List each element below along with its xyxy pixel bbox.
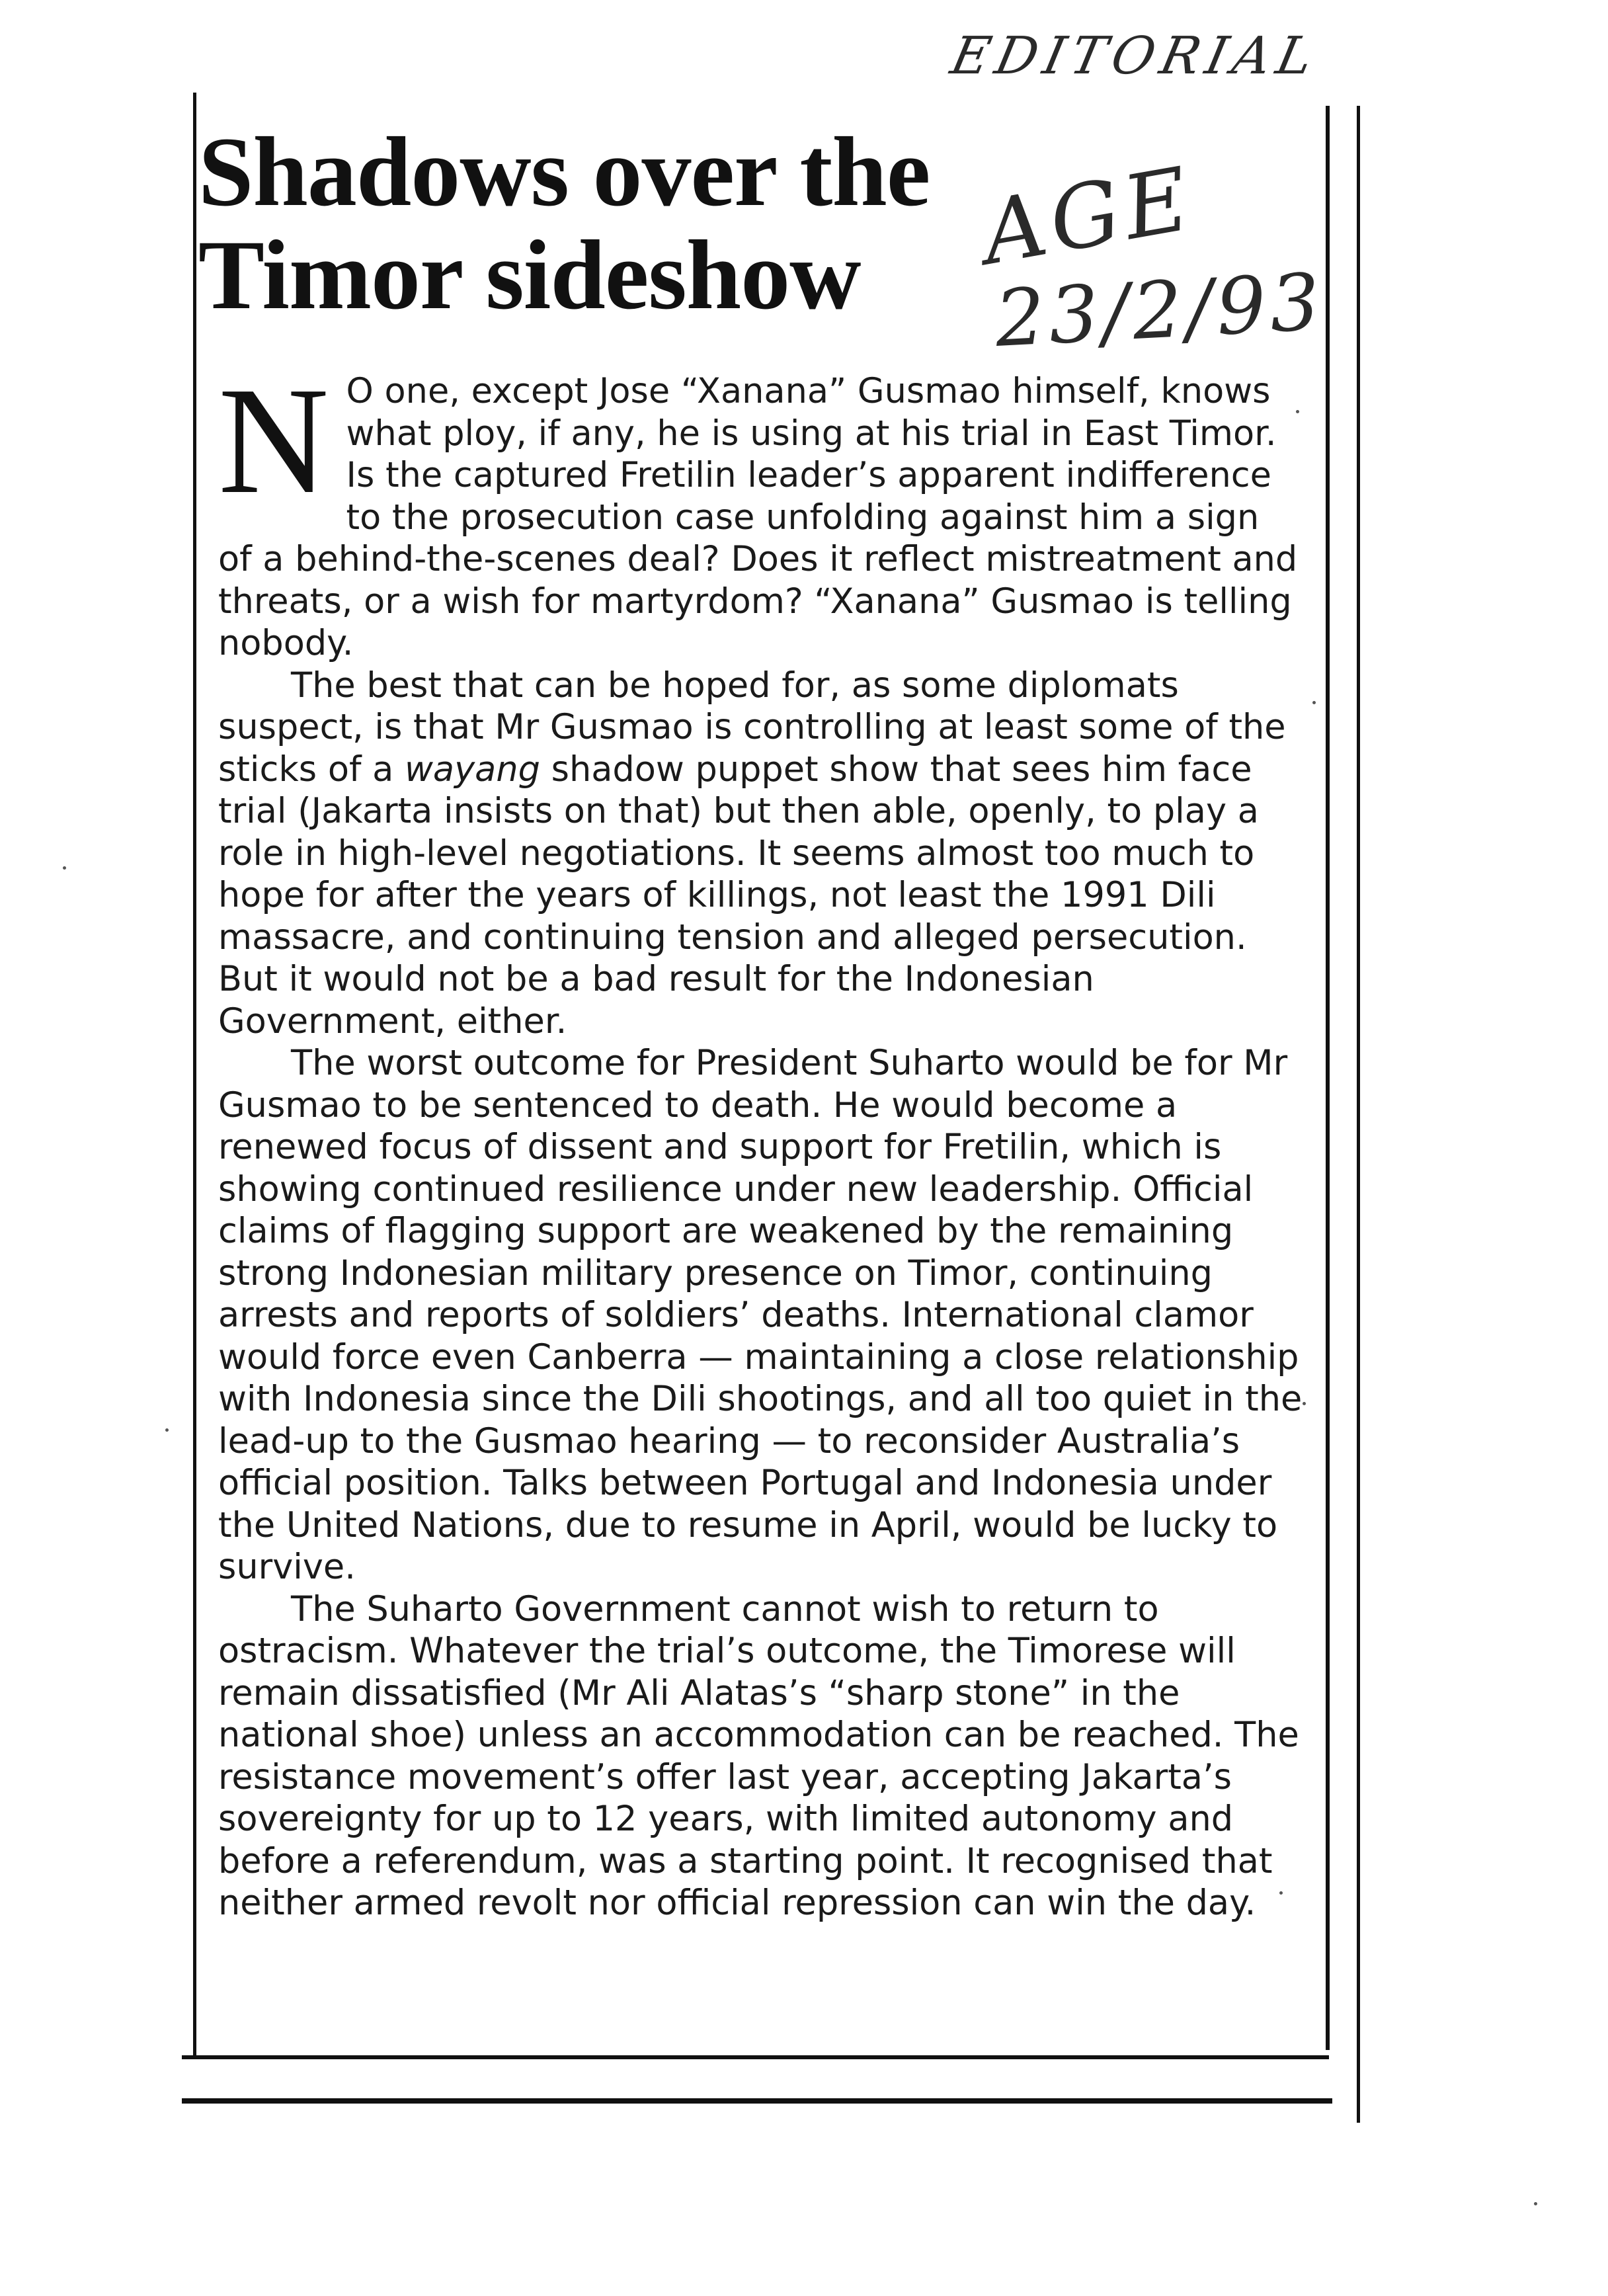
handwritten-editorial-note: EDITORIAL (945, 26, 1325, 86)
scan-speck (1303, 1402, 1306, 1405)
paragraph-2-italic-word: wayang (404, 749, 540, 790)
scan-speck (1296, 410, 1299, 413)
scan-speck (1534, 2202, 1537, 2205)
handwritten-source-note: AGE (975, 147, 1202, 285)
handwritten-date-note: 23/2/93 (992, 256, 1326, 364)
headline (198, 119, 1316, 328)
paragraph-4: The Suharto Government cannot wish to return to ostracism. Whatever the trial’s outcome, the Timorese will remain dissatisfied (Mr Ali Alatas’s “sharp stone” in the national shoe) unless an accommodation can be reached. The resistance movement’s offer last year, accepting Jakarta’s sovereignty for up to 12 years, with limited autonomy and before a referendum, was a starting point. It recognised that neither armed revolt nor official repression can win the day. (218, 1588, 1299, 1923)
paragraph-2 (218, 665, 1303, 1043)
scan-speck (1279, 1891, 1283, 1895)
page-fold-line (1357, 106, 1360, 2123)
scan-speck (165, 1428, 169, 1432)
scan-speck (63, 866, 66, 870)
clipping-right-border (1326, 106, 1330, 2050)
paragraph-1-text: O one, except Jose “Xanana” Gusmao himself, knows what ploy, if any, he is using at his trial in East Timor. Is the captured Fretilin leader’s apparent indifference to the prosecution case unfolding against him a sign of a behind-the-scenes deal? Does it reflect mistreatment and threats, or a wish for martyrdom? “Xanana” Gusmao is telling nobody. (218, 371, 1298, 663)
headline-line-1: Shadows over the (198, 117, 930, 227)
headline-line-2: Timor sideshow (198, 220, 861, 330)
article-body (218, 356, 1303, 1924)
clipping-left-border (193, 93, 196, 2057)
clipping-bottom-border (182, 2055, 1329, 2059)
page-bottom-rule (182, 2098, 1332, 2104)
drop-cap: N (218, 356, 329, 526)
paragraph-2-text-a: The best that can be hoped for, as some diplomats suspect, is that Mr Gusmao is controlling at least some of the sticks of a (218, 665, 1286, 790)
paragraph-1 (218, 356, 1303, 665)
paragraph-3: The worst outcome for President Suharto would be for Mr Gusmao to be sentenced to death. He would become a renewed focus of dissent and support for Fretilin, which is showing continued resilience under new leadership. Official claims of flagging support are weakened by the remaining strong Indonesian military presence on Timor, continuing arrests and reports of soldiers’ deaths. International clamor would force even Canberra — maintaining a close relationship with Indonesia since the Dili shootings, and all too quiet in the lead-up to the Gusmao hearing — to reconsider Australia’s official position. Talks between Portugal and Indonesia under the United Nations, due to resume in April, would be lucky to survive. (218, 1043, 1303, 1587)
scan-speck (1312, 701, 1316, 704)
paragraph-2-text-b: shadow puppet show that sees him face trial (Jakarta insists on that) but then able, openly, to play a role in high-level negotiations. It seems almost too much to hope for after the years of killings, not least the 1991 Dili massacre, and continuing tension and alleged persecution. But it would not be a bad result for the Indonesian Government, either. (218, 749, 1259, 1042)
